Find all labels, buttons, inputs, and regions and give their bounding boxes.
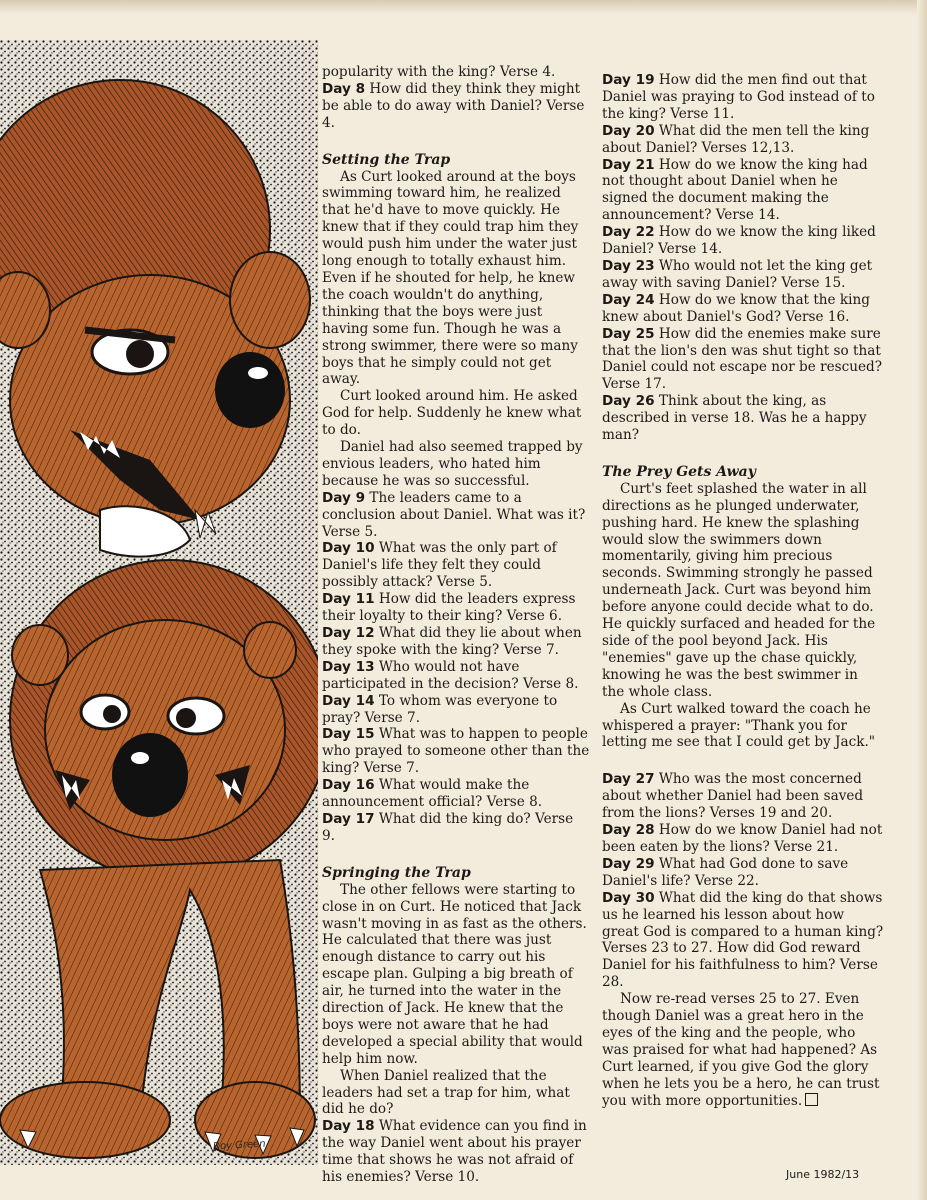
lions-illustration (0, 40, 318, 1165)
question-text: How do we know the king had not thought about Daniel when he signed the document making the announcement? Verse 14. (602, 156, 868, 224)
section-heading: Setting the Trap (322, 151, 451, 168)
day-question (602, 890, 884, 991)
question-text: How did the leaders express their loyalty to their king? Verse 6. (322, 591, 576, 625)
question-text: The leaders came to a conclusion about Daniel. What was it? Verse 5. (322, 489, 586, 540)
closing-text: Now re-read verses 25 to 27. Even though Daniel was a great hero in the eyes of the king and the people, who was praised for what had happened? As Curt learned, if you give God the glory when he lets you be a hero, he can trust you with more opportunities. (602, 991, 880, 1109)
day-question (602, 224, 884, 258)
paragraph: Curt looked around him. He asked God for help. Suddenly he knew what to do. (322, 388, 582, 439)
question-text: What did they lie about when they spoke with the king? Verse 7. (322, 625, 582, 658)
question-text: What did the men tell the king about Daniel? Verses 12,13. (602, 122, 870, 156)
question-text: What did the king do that shows us he learned his lesson about how great God is compared to a human king? Verses 23 to 27. How did God reward Daniel for his faithfulness to him? Verse 28. (602, 889, 884, 991)
question-text: Who was the most concerned about whether Daniel had been saved from the lions? Verses 19 and 20. (602, 771, 864, 822)
day-label: Day 17 (322, 810, 375, 827)
day-question (322, 625, 590, 659)
question-text: How did the enemies make sure that the lion's den was shut tight so that Daniel could not escape nor be rescued? Verse 17. (602, 325, 883, 393)
paragraph: popularity with the king? Verse 4. (322, 64, 556, 80)
paragraph: Curt's feet splashed the water in all directions as he plunged underwater, pushing hard. He knew the splashing would slow the swimmers down momentarily, giving him precious seconds. Swimming strongly he passed underneath Jack. Curt was beyond him before anyone could decide what to do. He quickly surfaced and headed for the side of the pool beyond Jack. His "enemies" gave up the chase quickly, knowing he was the best swimmer in the whole class. (602, 480, 876, 700)
day-question (602, 326, 884, 394)
day-label: Day 21 (602, 156, 655, 173)
question-text: How do we know Daniel had not been eaten by the lions? Verse 21. (602, 822, 883, 855)
day-label: Day 29 (602, 855, 655, 872)
day-label: Day 23 (602, 257, 655, 274)
day-question (322, 1118, 590, 1186)
day-label: Day 28 (602, 822, 655, 839)
day-question (322, 777, 590, 811)
page-edge-right (917, 0, 927, 1200)
day-question (322, 726, 590, 777)
closing-paragraph (602, 991, 884, 1109)
day-label: Day 16 (322, 777, 375, 794)
day-label: Day 19 (602, 72, 655, 88)
day-label: Day 24 (602, 291, 655, 308)
spacer (322, 132, 590, 152)
day-question (322, 591, 590, 625)
question-text: What was the only part of Daniel's life they felt they could possibly attack? Verse 5. (322, 540, 557, 591)
paragraph: The other fellows were starting to close in on Curt. He noticed that Jack wasn't moving in as fast as the others. He calculated that there was just enough distance to carry out his escape plan. Gulping a big breath of air, he turned into the water in the direction of Jack. He knew that the boys were not aware that he had developed a special ability that would help him now. (322, 881, 587, 1067)
day-label: Day 25 (602, 325, 655, 342)
day-question (602, 157, 884, 225)
day-question (602, 258, 884, 292)
day-question (322, 490, 590, 541)
day-question (322, 693, 590, 727)
page-edge (0, 0, 927, 14)
day-question (322, 81, 590, 132)
spacer (602, 444, 884, 464)
day-question (602, 393, 884, 444)
paragraph: As Curt looked around at the boys swimming toward him, he realized that he'd have to move quickly. He knew that if they could trap him they would push him under the water just long enough to totally exhaust him. Even if he shouted for help, he knew the coach wouldn't do anything, thinking that the boys were just having some fun. Though he was a strong swimmer, there were so many boys that he simply could not get away. (322, 168, 579, 388)
question-text: Who would not have participated in the decision? Verse 8. (322, 658, 579, 692)
day-label: Day 20 (602, 122, 655, 139)
day-label: Day 22 (602, 224, 655, 241)
question-text: Think about the king, as described in verse 18. Was he a happy man? (602, 393, 867, 444)
day-question (322, 659, 590, 693)
question-text: How did they think they might be able to do away with Daniel? Verse 4. (322, 80, 585, 131)
text-column-1 (322, 64, 590, 1186)
day-label: Day 15 (322, 726, 375, 743)
day-question (322, 811, 590, 845)
day-label: Day 30 (602, 889, 655, 906)
question-text: What had God done to save Daniel's life? Verse 22. (602, 855, 849, 889)
question-text: To whom was everyone to pray? Verse 7. (322, 692, 558, 726)
question-text: What would make the announcement official? Verse 8. (322, 777, 543, 811)
day-question (602, 822, 884, 856)
paragraph: Daniel had also seemed trapped by envious leaders, who hated him because he was so successful. (322, 439, 583, 489)
end-mark-icon (805, 1093, 818, 1106)
day-label: Day 8 (322, 80, 366, 97)
day-question (602, 292, 884, 326)
text-column-2 (602, 72, 884, 1109)
paragraph: As Curt walked toward the coach he whispered a prayer: "Thank you for letting me see that I could get by Jack." (602, 700, 876, 751)
spacer (322, 845, 590, 865)
day-question (602, 72, 884, 123)
page-folio: June 1982/13 (786, 1168, 860, 1181)
day-label: Day 14 (322, 692, 375, 709)
day-label: Day 12 (322, 625, 375, 641)
day-question (602, 856, 884, 890)
artist-signature: Roy Green (212, 1138, 266, 1153)
question-text: Who would not let the king get away with saving Daniel? Verse 15. (602, 257, 873, 291)
day-question (602, 123, 884, 157)
day-question (322, 540, 590, 591)
question-text: What did the king do? Verse 9. (322, 810, 574, 844)
question-text: What evidence can you find in the way Daniel went about his prayer time that shows he was not afraid of his enemies? Verse 10. (322, 1118, 587, 1186)
day-label: Day 10 (322, 540, 375, 557)
paragraph: When Daniel realized that the leaders had set a trap for him, what did he do? (322, 1067, 570, 1118)
day-question (602, 771, 884, 822)
section-heading: The Prey Gets Away (602, 463, 756, 480)
question-text: How do we know that the king knew about Daniel's God? Verse 16. (602, 291, 870, 325)
question-text: What was to happen to people who prayed to someone other than the king? Verse 7. (322, 726, 590, 777)
day-label: Day 9 (322, 489, 366, 506)
day-label: Day 18 (322, 1118, 375, 1135)
day-label: Day 27 (602, 771, 655, 788)
question-text: How did the men find out that Daniel was praying to God instead of to the king? Verse 11. (602, 72, 875, 122)
day-label: Day 13 (322, 658, 375, 675)
question-text: How do we know the king liked Daniel? Verse 14. (602, 224, 876, 258)
day-label: Day 26 (602, 393, 655, 410)
day-label: Day 11 (322, 591, 375, 608)
section-heading: Springing the Trap (322, 864, 471, 881)
spacer (602, 751, 884, 771)
